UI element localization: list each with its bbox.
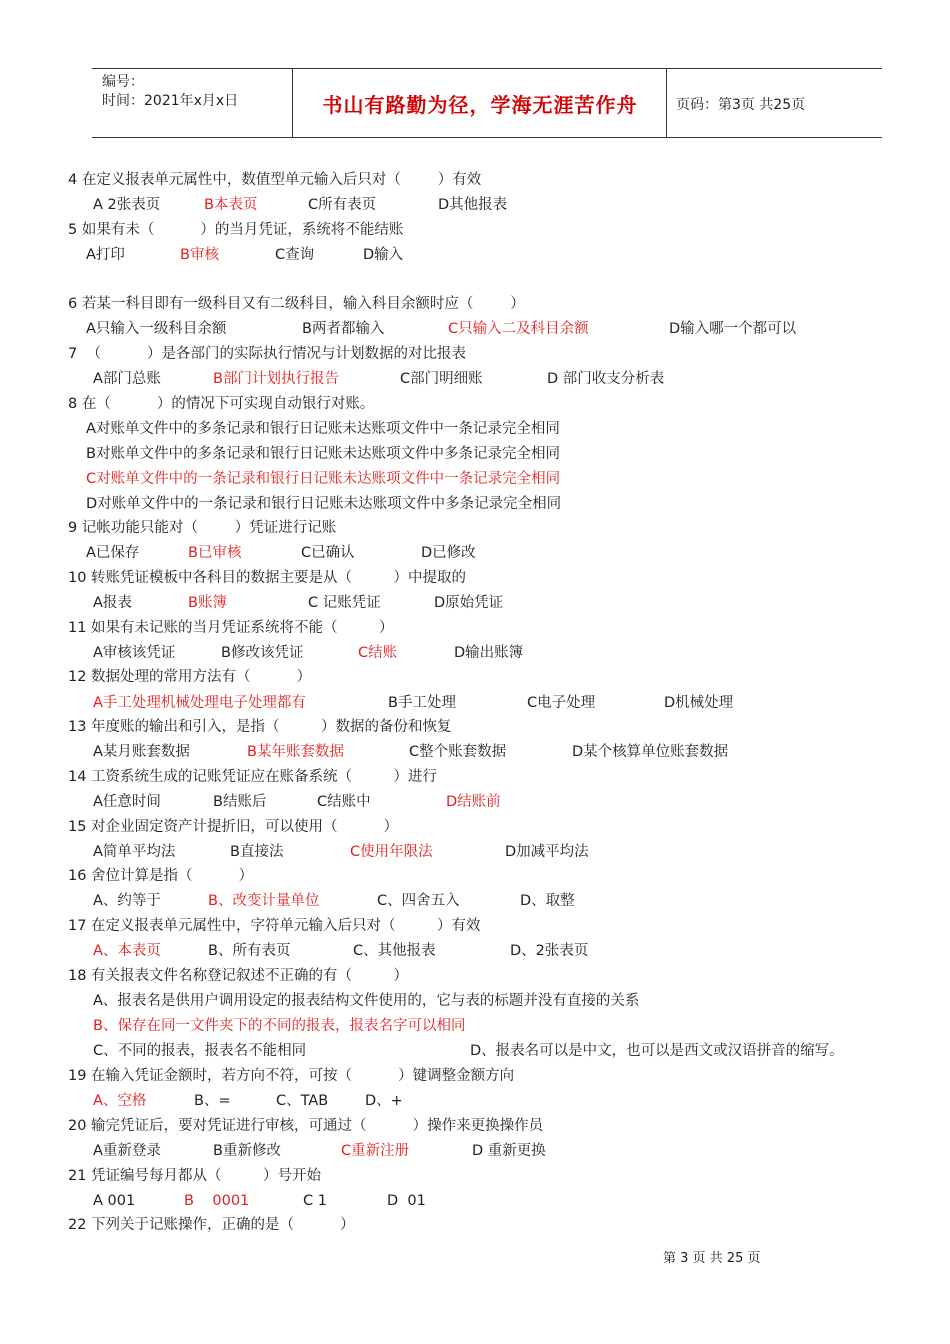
option-d: D 部门收支分析表 [547,371,665,387]
option-c: C电子处理 [527,695,596,711]
question-stem: 14 工资系统生成的记账凭证应在账备系统（ ）进行 [68,769,438,785]
option-b-answer: B、保存在同一文件夹下的不同的报表，报表名字可以相同 [93,1018,466,1034]
option-b: B修改该凭证 [221,645,304,661]
option-a: A简单平均法 [93,844,176,860]
option-d: D输入哪一个都可以 [669,321,797,337]
option-c: C 1 [303,1193,327,1209]
option-a: A对账单文件中的多条记录和银行日记账未达账项文件中一条记录完全相同 [86,421,560,437]
option-c: C、不同的报表，报表名不能相同 [93,1043,307,1059]
question-stem: 5 如果有未（ ）的当月凭证，系统将不能结账 [68,222,404,238]
option-a-answer: A手工处理机械处理电子处理都有 [93,695,306,711]
option-b: B、所有表页 [208,943,291,959]
header-motto: 书山有路勤为径，学海无涯苦作舟 [322,92,638,117]
option-c: C结账中 [317,794,371,810]
option-d: D其他报表 [438,197,508,213]
question-stem: 12 数据处理的常用方法有（ ） [68,669,312,685]
option-a: A 2张表页 [93,197,161,213]
question-stem: 22 下列关于记账操作，正确的是（ ） [68,1217,355,1233]
footer-page-number: 第 3 页 共 25 页 [663,1251,761,1266]
serial-label: 编号： [102,74,144,90]
question-stem: 17 在定义报表单元属性中，字符单元输入后只对（ ）有效 [68,918,481,934]
option-a: A任意时间 [93,794,161,810]
option-d: D加减平均法 [505,844,589,860]
page-header [92,68,882,138]
option-d: D机械处理 [664,695,734,711]
option-a: A已保存 [86,545,140,561]
option-b: B、= [194,1093,231,1109]
option-b: B两者都输入 [302,321,385,337]
question-stem: 11 如果有未记账的当月凭证系统将不能（ ） [68,620,394,636]
question-stem: 18 有关报表文件名称登记叙述不正确的有（ ） [68,968,409,984]
option-d-answer: D结账前 [446,794,501,810]
question-stem: 7 （ ）是各部门的实际执行情况与计划数据的对比报表 [68,346,467,362]
header-meta [102,73,238,111]
question-stem: 20 输完凭证后，要对凭证进行审核，可通过（ ）操作来更换操作员 [68,1118,544,1134]
option-d: D原始凭证 [434,595,504,611]
option-d: D、+ [365,1093,403,1109]
option-d: D已修改 [421,545,476,561]
question-stem: 15 对企业固定资产计提折旧，可以使用（ ） [68,819,399,835]
option-c: C整个账套数据 [409,744,507,760]
option-b-answer: B 0001 [184,1193,250,1209]
header-divider [666,69,667,137]
option-a: A审核该凭证 [93,645,176,661]
option-d: D 01 [387,1193,426,1209]
option-a: A、报表名是供用户调用设定的报表结构文件使用的，它与表的标题并没有直接的关系 [93,993,640,1009]
option-b: B直接法 [230,844,284,860]
question-stem: 8 在（ ）的情况下可实现自动银行对账。 [68,396,375,412]
question-stem: 21 凭证编号每月都从（ ）号开始 [68,1168,322,1184]
option-c: C、TAB [276,1093,329,1109]
option-d: D某个核算单位账套数据 [572,744,729,760]
option-b: B手工处理 [388,695,456,711]
header-page-info: 页码：第3页 共25页 [676,97,806,113]
option-b-answer: B已审核 [188,545,242,561]
option-b-answer: B某年账套数据 [247,744,344,760]
option-c: C 记账凭证 [308,595,381,611]
option-a: A只输入一级科目余额 [86,321,227,337]
option-c-answer: C重新注册 [341,1143,410,1159]
option-c-answer: C使用年限法 [350,844,433,860]
question-stem: 6 若某一科目即有一级科目又有二级科目，输入科目余额时应（ ） [68,296,525,312]
question-stem: 16 舍位计算是指（ ） [68,868,254,884]
option-b-answer: B审核 [180,247,219,263]
option-b: B重新修改 [213,1143,281,1159]
option-a: A打印 [86,247,125,263]
option-a-answer: A、本表页 [93,943,161,959]
option-a: A部门总账 [93,371,161,387]
option-a: A 001 [93,1193,136,1209]
option-c-answer: C只输入二及科目余额 [448,321,589,337]
option-d: D输出账簿 [454,645,524,661]
option-b: B对账单文件中的多条记录和银行日记账未达账项文件中多条记录完全相同 [86,446,560,462]
option-c: C所有表页 [308,197,377,213]
question-stem: 13 年度账的输出和引入，是指（ ）数据的备份和恢复 [68,719,452,735]
option-b: B结账后 [213,794,267,810]
option-a: A、约等于 [93,893,161,909]
option-c: C、其他报表 [353,943,436,959]
option-b-answer: B本表页 [204,197,258,213]
option-c: C查询 [275,247,315,263]
option-c-answer: C对账单文件中的一条记录和银行日记账未达账项文件中一条记录完全相同 [86,471,561,487]
option-b-answer: B部门计划执行报告 [213,371,339,387]
option-d: D 重新更换 [472,1143,546,1159]
question-stem: 4 在定义报表单元属性中，数值型单元输入后只对（ ）有效 [68,172,482,188]
option-d: D、取整 [520,893,575,909]
option-b-answer: B账簿 [188,595,227,611]
option-a: A报表 [93,595,132,611]
option-c: C已确认 [301,545,355,561]
option-c-answer: C结账 [358,645,398,661]
option-c: C、四舍五入 [377,893,460,909]
option-d: D输入 [363,247,404,263]
question-stem: 10 转账凭证模板中各科目的数据主要是从（ ）中提取的 [68,570,467,586]
question-stem: 19 在输入凭证金额时，若方向不符，可按（ ）键调整金额方向 [68,1068,515,1084]
option-d: D、2张表页 [510,943,589,959]
option-d: D对账单文件中的一条记录和银行日记账未达账项文件中多条记录完全相同 [86,496,562,512]
option-b-answer: B、改变计量单位 [208,893,320,909]
option-a-answer: A、空格 [93,1093,147,1109]
question-stem: 9 记帐功能只能对（ ）凭证进行记账 [68,520,337,536]
option-c: C部门明细账 [400,371,483,387]
option-d: D、报表名可以是中文，也可以是西文或汉语拼音的缩写。 [470,1043,844,1059]
time-label: 时间：2021年x月x日 [102,93,239,109]
header-divider [292,69,293,137]
option-a: A重新登录 [93,1143,161,1159]
option-a: A某月账套数据 [93,744,190,760]
